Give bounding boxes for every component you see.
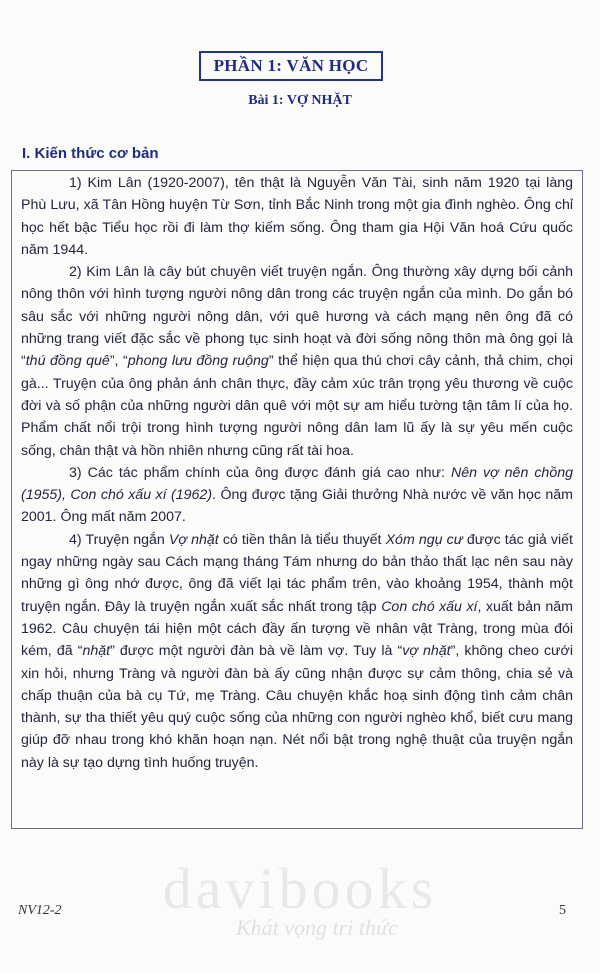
part-title: PHẦN 1: VĂN HỌC xyxy=(199,51,383,81)
paragraph-2: 2) Kim Lân là cây bút chuyên viết truyện ngắn. Ông thường xây dựng bối cảnh nông thôn với hình tượng người nông dân trong các truyện ngắn của mình. Do gắn bó sâu sắc với những người nông dân, với quê hương và cách mạng nên ông đã có những trang viết đặc sắc về phong tục sinh hoạt và đời sống nông thôn mà ông gọi là “thú đồng quê”, “phong lưu đồng ruộng” thể hiện qua thú chơi cây cảnh, thả chim, chọi gà... Truyện của ông phản ánh chân thực, đầy cảm xúc trân trọng yêu thương về cuộc đời và số phận của những người dân quê với một sự am hiểu tường tận tâm lí của họ. Phẩm chất nổi trội trong hình tượng người nông dân lam lũ ấy là sự yêu mến cuộc sống, chân thật và hồn nhiên nhưng cũng rất tài hoa. xyxy=(21,264,574,459)
paragraph-1: 1) Kim Lân (1920-2007), tên thật là Nguyễn Văn Tài, sinh năm 1920 tại làng Phù Lưu, xã Tân Hồng huyện Từ Sơn, tỉnh Bắc Ninh trong một gia đình nghèo. Ông chỉ học hết bậc Tiểu học rồi đi làm thợ kiếm sống. Ông tham gia Hội Văn hoá Cứu quốc năm 1944. xyxy=(21,175,573,258)
watermark-brand: davibooks xyxy=(162,856,438,921)
italic-phrase: nhặt xyxy=(82,643,111,660)
italic-phrase: vợ nhặt xyxy=(402,643,451,660)
content-box xyxy=(11,170,583,829)
italic-phrase: Vợ nhặt xyxy=(168,531,219,548)
section-heading: I. Kiến thức cơ bản xyxy=(22,145,159,162)
watermark-tagline: Khát vọng tri thức xyxy=(236,915,398,940)
italic-phrase: Xóm ngụ cư xyxy=(385,531,463,548)
italic-phrase: thú đồng quê xyxy=(25,353,110,370)
paragraph-3: 3) Các tác phẩm chính của ông được đánh giá cao như: Nên vợ nên chồng (1955), Con chó xấu xí (1962). Ông được tặng Giải thưởng Nhà nước về văn học năm 2001. Ông mất năm 2007. xyxy=(21,464,573,526)
lesson-title: Bài 1: VỢ NHẶT xyxy=(248,93,352,108)
page-number: 5 xyxy=(559,903,566,918)
footer-code: NV12-2 xyxy=(18,903,62,918)
italic-phrase: Nên vợ nên chồng (1955), Con chó xấu xí (1962) xyxy=(21,464,573,504)
paragraph-4: 4) Truyện ngắn Vợ nhặt có tiền thân là tiểu thuyết Xóm ngụ cư được tác giả viết ngay những ngày sau Cách mạng tháng Tám nhưng do bản thảo thất lạc nên sau này những gì ông nhớ được, ông đã viết lại tác phẩm trên, vào khoảng 1954, thành một truyện ngắn. Đây là truyện ngắn xuất sắc nhất trong tập Con chó xấu xí, xuất bản năm 1962. Câu chuyện tái hiện một cách đầy ấn tượng về nhân vật Tràng, trong mùa đói kém, đã “nhặt” được một người đàn bà về làm vợ. Tuy là “vợ nhặt”, không cheo cưới xin hỏi, nhưng Tràng và người đàn bà ấy cũng nhận được sự cảm thông, chia sẻ và chấp thuận của bà cụ Tứ, mẹ Tràng. Câu chuyện khắc hoạ sinh động tình cảm chân thành, sự tha thiết yêu quý cuộc sống của những con người nghèo khổ, biết cưu mang giúp đỡ nhau trong khó khăn hoạn nạn. Nét nổi bật trong nghệ thuật của truyện ngắn này là sự tạo dựng tình huống truyện. xyxy=(21,531,573,771)
italic-phrase: Con chó xấu xí xyxy=(381,598,478,615)
italic-phrase: phong lưu đồng ruộng xyxy=(127,353,269,370)
